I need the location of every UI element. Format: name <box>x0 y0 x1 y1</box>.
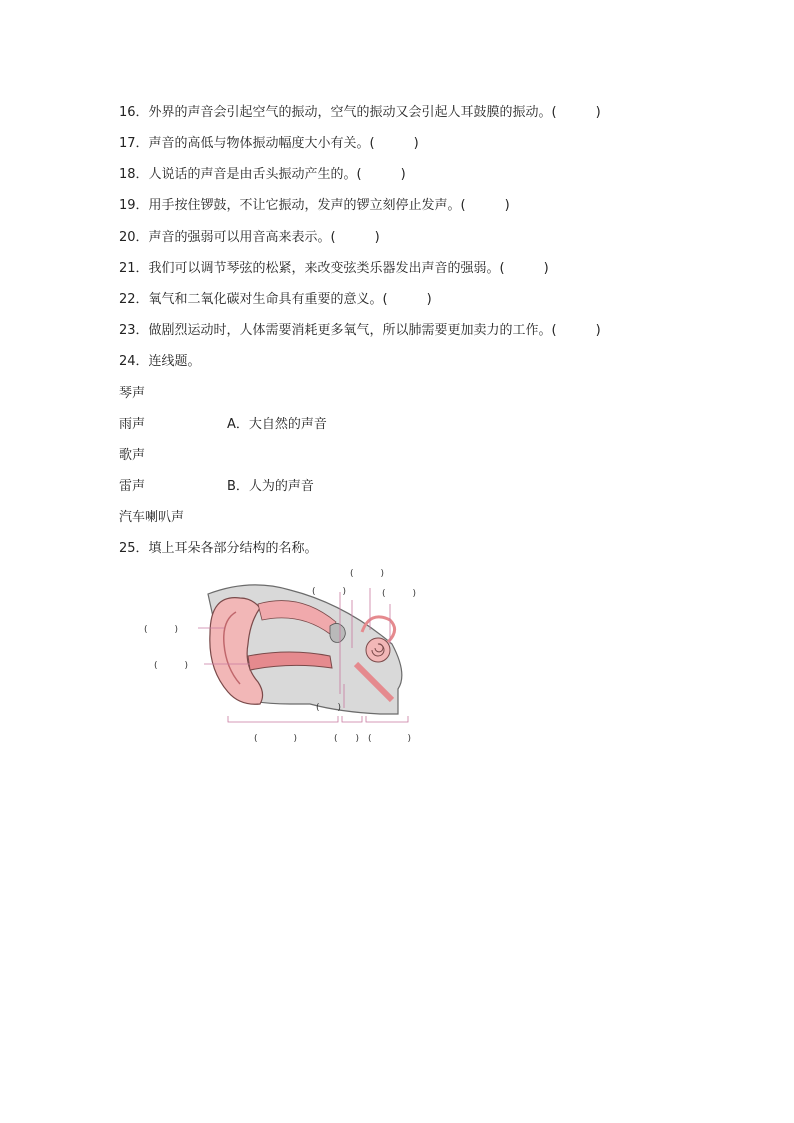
match-item-gesheng: 歌声 <box>119 448 146 463</box>
match-item-qinsheng: 琴声 <box>119 386 146 401</box>
label-bottom-3: ( ) <box>368 734 412 744</box>
ear-diagram <box>140 564 440 749</box>
label-left-1: ( ) <box>144 625 179 635</box>
question-25: 25．填上耳朵各部分结构的名称。 <box>119 541 318 556</box>
match-item-leisheng: 雷声 <box>119 479 146 494</box>
question-23: 23．做剧烈运动时，人体需要消耗更多氧气，所以肺需要更加卖力的工作。( ) <box>119 323 601 338</box>
question-19: 19．用手按住锣鼓，不让它振动，发声的锣立刻停止发声。( ) <box>119 198 510 213</box>
label-left-2: ( ) <box>154 661 189 671</box>
label-bottom-1: ( ) <box>254 734 298 744</box>
match-option-a: A．大自然的声音 <box>227 417 327 432</box>
question-18: 18．人说话的声音是由舌头振动产生的。( ) <box>119 167 406 182</box>
question-22: 22．氧气和二氧化碳对生命具有重要的意义。( ) <box>119 292 432 307</box>
question-21: 21．我们可以调节琴弦的松紧，来改变弦类乐器发出声音的强弱。( ) <box>119 261 549 276</box>
question-16: 16．外界的声音会引起空气的振动，空气的振动又会引起人耳鼓膜的振动。( ) <box>119 105 601 120</box>
label-bottom-mid: ( ) <box>316 703 342 713</box>
match-option-b: B．人为的声音 <box>227 479 314 494</box>
cochlea <box>366 638 390 662</box>
label-top-1: ( ) <box>350 569 385 579</box>
question-24: 24．连线题。 <box>119 354 201 369</box>
question-17: 17．声音的高低与物体振动幅度大小有关。( ) <box>119 136 419 151</box>
ossicles <box>330 623 345 642</box>
label-top-2: ( ) <box>312 587 347 597</box>
label-top-3: ( ) <box>382 589 417 599</box>
match-item-qiche-labasheng: 汽车喇叭声 <box>119 510 185 525</box>
label-bottom-2: ( ) <box>334 734 360 744</box>
question-20: 20．声音的强弱可以用音高来表示。( ) <box>119 230 380 245</box>
match-item-yusheng: 雨声 <box>119 417 146 432</box>
